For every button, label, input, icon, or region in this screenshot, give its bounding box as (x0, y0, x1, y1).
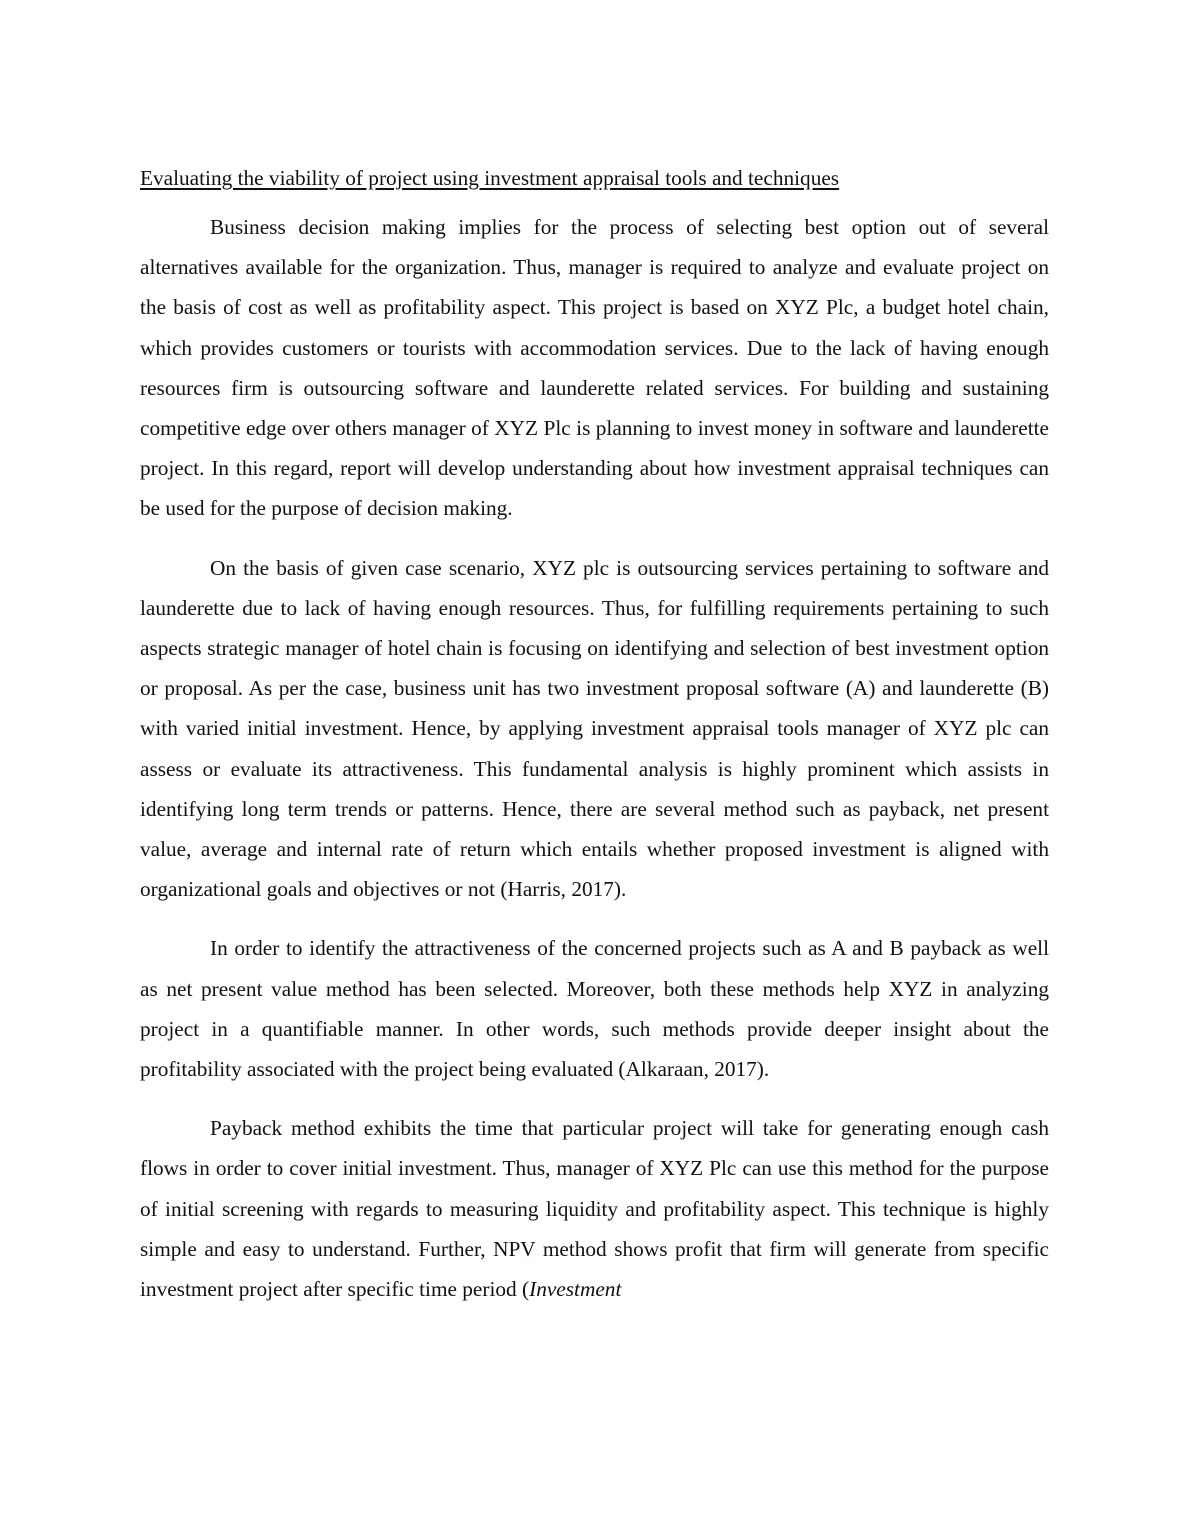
paragraph-4-italic-citation: Investment (529, 1277, 622, 1302)
paragraph-1-text: Business decision making implies for the process of selecting best option out of several alternatives available for the organization. Thus, manager is required to analyze and evaluate project on the basis of cost as well as profitability aspect. This project is based on XYZ Plc, a budget hotel chain, which provides customers or tourists with accommodation services. Due to the lack of having enough resources firm is outsourcing software and launderette related services. For building and sustaining competitive edge over others manager of XYZ Plc is planning to invest money in software and launderette project. In this regard, report will develop understanding about how investment appraisal techniques can be used for the purpose of decision making. (140, 215, 1049, 521)
paragraph-3-text: In order to identify the attractiveness of the concerned projects such as A and B payback as well as net present value method has been selected. Moreover, both these methods help XYZ in analyzing project in a quantifiable manner. In other words, such methods provide deeper insight about the profitability associated with the project being evaluated (Alkaraan, 2017). (140, 936, 1049, 1082)
paragraph-4 (140, 1108, 1049, 1309)
document-body (140, 163, 1049, 1328)
paragraph-2-text: On the basis of given case scenario, XYZ plc is outsourcing services pertaining to software and launderette due to lack of having enough resources. Thus, for fulfilling requirements pertaining to such aspects strategic manager of hotel chain is focusing on identifying and selection of best investment option or proposal. As per the case, business unit has two investment proposal software (A) and launderette (B) with varied initial investment. Hence, by applying investment appraisal tools manager of XYZ plc can assess or evaluate its attractiveness. This fundamental analysis is highly prominent which assists in identifying long term trends or patterns. Hence, there are several method such as payback, net present value, average and internal rate of return which entails whether proposed investment is aligned with organizational goals and objectives or not (Harris, 2017). (140, 555, 1049, 902)
section-heading: Evaluating the viability of project using investment appraisal tools and techniques (140, 166, 840, 190)
paragraph-3 (140, 928, 1049, 1089)
paragraph-2 (140, 548, 1049, 910)
paragraph-4-text: Payback method exhibits the time that particular project will take for generating enough cash flows in order to cover initial investment. Thus, manager of XYZ Plc can use this method for the purpose of initial screening with regards to measuring liquidity and profitability aspect. This technique is highly simple and easy to understand. Further, NPV method shows profit that firm will generate from specific investment project after specific time period ( (140, 1116, 1049, 1302)
paragraph-1 (140, 207, 1049, 529)
